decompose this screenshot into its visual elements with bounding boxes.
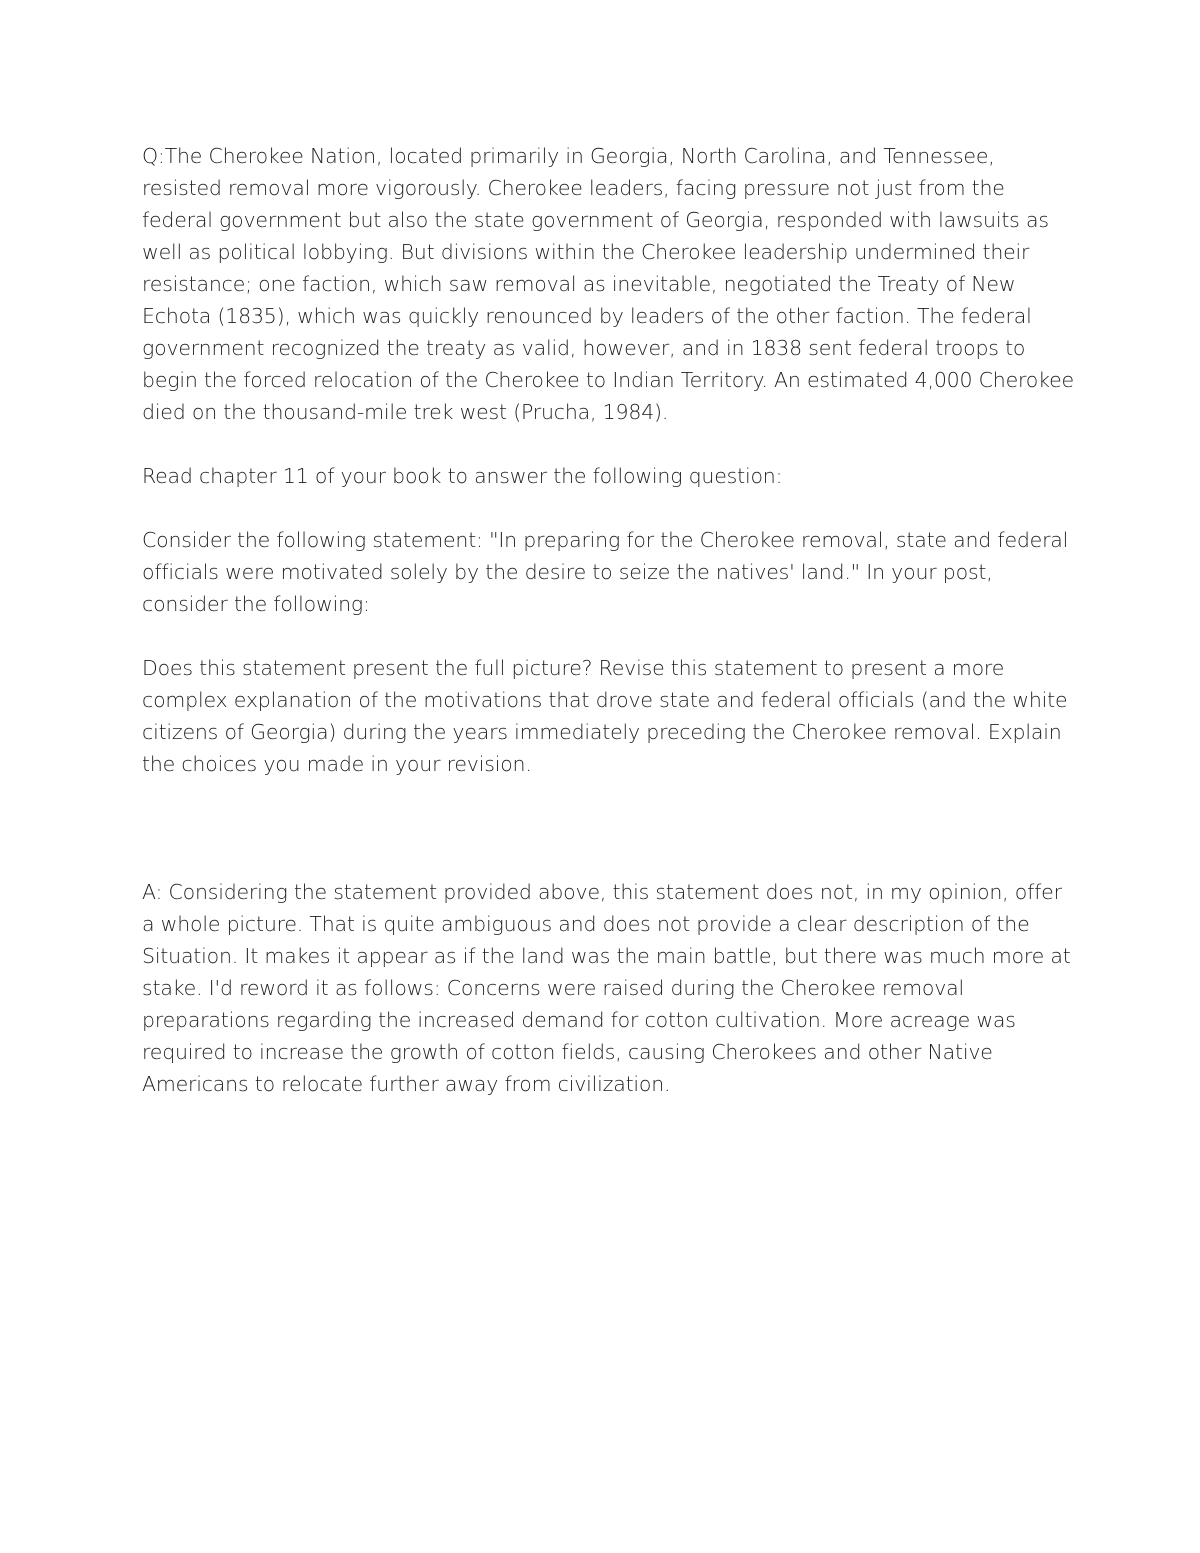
instruction-paragraph: Read chapter 11 of your book to answer the following question: [142, 464, 783, 488]
answer-paragraph: A: Considering the statement provided above, this statement does not, in my opinion, offer a whole picture. That is quite ambiguous and does not provide a clear description of the Situation. It makes it appear as if the land was the main battle, but there was much more at stake. I'd reword it as follows: Concerns were raised during the Cherokee removal preparations regarding the increased demand for cotton cultivation. More acreage was required to increase the growth of cotton fields, causing Cherokees and other Native Americans to relocate further away from civilization. [142, 880, 1071, 1096]
question-paragraph: Q:The Cherokee Nation, located primarily in Georgia, North Carolina, and Tennessee, resisted removal more vigorously. Cherokee leaders, facing pressure not just from the federal government but also the state government of Georgia, responded with lawsuits as well as political lobbying. But divisions within the Cherokee leadership undermined their resistance; one faction, which saw removal as inevitable, negotiated the Treaty of New Echota (1835), which was quickly renounced by leaders of the other faction. The federal government recognized the treaty as valid, however, and in 1838 sent federal troops to begin the forced relocation of the Cherokee to Indian Territory. An estimated 4,000 Cherokee died on the thousand-mile trek west (Prucha, 1984). [142, 144, 1074, 424]
task-paragraph: Does this statement present the full picture? Revise this statement to present a more complex explanation of the motivations that drove state and federal officials (and the white citizens of Georgia) during the years immediately preceding the Cherokee removal. Explain the choices you made in your revision. [142, 656, 1068, 776]
spacer [142, 812, 1077, 876]
prompt-paragraph: Consider the following statement: "In preparing for the Cherokee removal, state and federal officials were motivated solely by the desire to seize the natives' land." In your post, consider the following: [142, 528, 1069, 616]
document-page [142, 140, 1077, 1132]
